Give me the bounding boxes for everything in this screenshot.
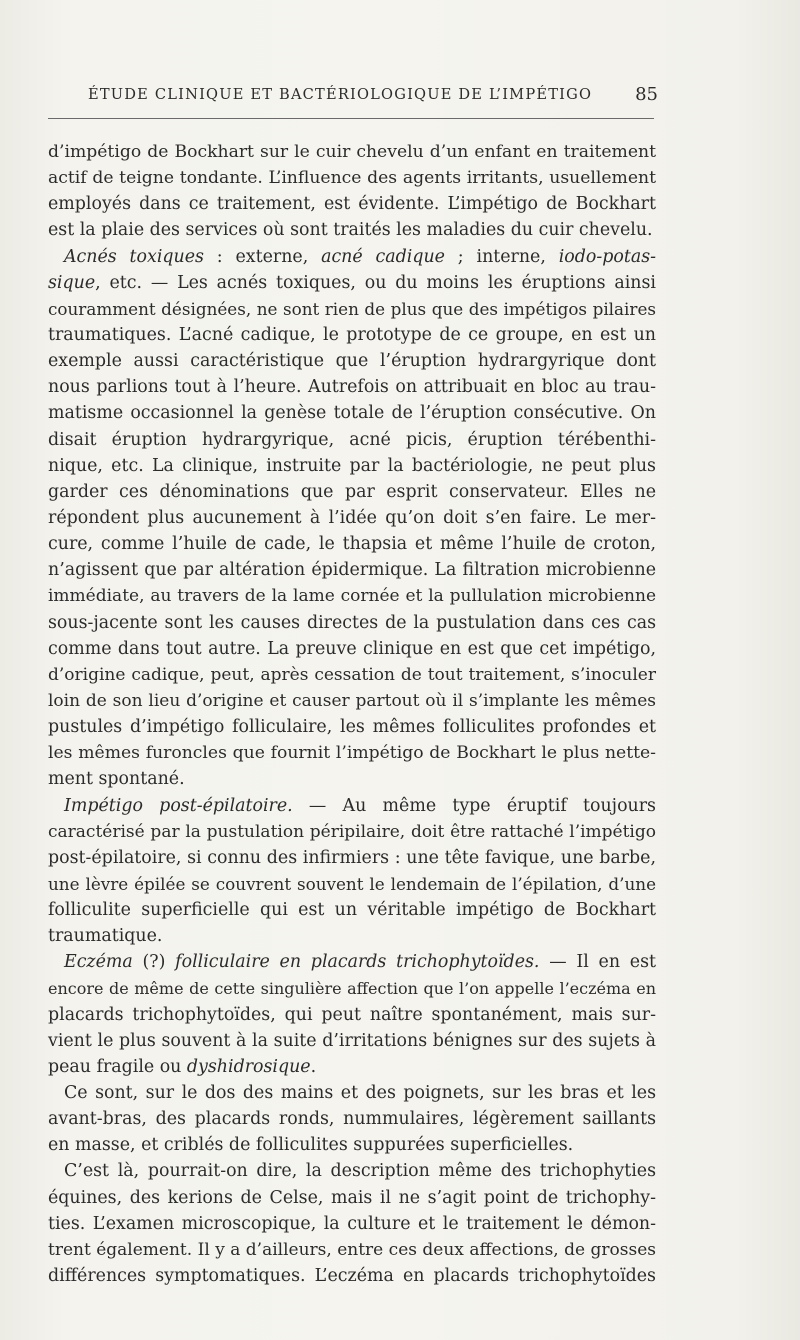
text-line: peau fragile ou dyshidrosique. — [48, 1056, 317, 1077]
text-line: ties. L’examen microscopique, la culture et le traitement le démon- — [48, 1213, 656, 1234]
text-line: post-épilatoire, si connu des infirmiers : une tête favique, une barbe, — [48, 847, 656, 868]
running-title: ÉTUDE CLINIQUE ET BACTÉRIOLOGIQUE DE L’IMPÉTIGO — [88, 86, 593, 103]
text-line: les mêmes furoncles que fournit l’impétigo de Bockhart le plus nette- — [48, 743, 656, 764]
text-line: sous-jacente sont les causes directes de la pustulation dans ces cas — [48, 612, 656, 633]
body-text — [48, 139, 656, 1289]
text-line: une lèvre épilée se couvrent souvent le lendemain de l’épilation, d’une — [48, 873, 656, 894]
text-line: Ce sont, sur le dos des mains et des poignets, sur les bras et les — [64, 1083, 656, 1104]
text-line: caractérisé par la pustulation péripilaire, doit être rattaché l’impétigo — [48, 821, 656, 842]
text-line: matisme occasionnel la genèse totale de l’éruption consécutive. On — [48, 403, 656, 424]
text-line: disait éruption hydrargyrique, acné picis, éruption térébenthi- — [48, 429, 656, 450]
text-line: équines, des kerions de Celse, mais il ne s’agit point de trichophy- — [48, 1187, 656, 1208]
text-line: encore de même de cette singulière affection que l’on appelle l’eczéma en — [48, 978, 656, 998]
text-line: avant-bras, des placards ronds, nummulaires, légèrement saillants — [48, 1109, 656, 1130]
text-line: couramment désignées, ne sont rien de plus que des impétigos pilaires — [48, 298, 656, 319]
text-line: Eczéma (?) folliculaire en placards trichophytoïdes. — Il en est — [64, 952, 657, 973]
text-line: Impétigo post-épilatoire. — Au même type éruptif toujours — [64, 795, 656, 816]
text-line: exemple aussi caractéristique que l’éruption hydrargyrique dont — [48, 351, 656, 372]
page-header — [0, 80, 800, 110]
text-line: en masse, et criblés de folliculites suppurées superficielles. — [48, 1135, 574, 1156]
text-line: traumatiques. L’acné cadique, le prototype de ce groupe, en est un — [48, 324, 656, 345]
text-line: Acnés toxiques : externe, acné cadique ; interne, iodo-potas- — [64, 246, 657, 267]
text-line: vient le plus souvent à la suite d’irritations bénignes sur des sujets à — [48, 1030, 656, 1051]
text-line: immédiate, au travers de la lame cornée et la pullulation microbienne — [48, 586, 656, 607]
text-line: C’est là, pourrait-on dire, la description même des trichophyties — [64, 1161, 656, 1182]
text-line: d’impétigo de Bockhart sur le cuir chevelu d’un enfant en traitement — [48, 142, 656, 162]
text-line: folliculite superficielle qui est un véritable impétigo de Bockhart — [48, 900, 656, 921]
text-line: nique, etc. La clinique, instruite par la bactériologie, ne peut plus — [48, 455, 656, 476]
text-line: placards trichophytoïdes, qui peut naître spontanément, mais sur- — [48, 1004, 656, 1025]
text-line: différences symptomatiques. L’eczéma en placards trichophytoïdes — [48, 1266, 656, 1287]
text-line: ment spontané. — [48, 769, 185, 790]
header-rule — [48, 118, 654, 119]
text-line: actif de teigne tondante. L’influence des agents irritants, usuellement — [48, 168, 656, 189]
text-line: loin de son lieu d’origine et causer partout où il s’implante les mêmes — [48, 690, 656, 711]
text-line: garder ces dénominations que par esprit conservateur. Elles ne — [48, 481, 656, 502]
text-line: pustules d’impétigo folliculaire, les mêmes folliculites profondes et — [48, 717, 656, 738]
text-line: trent également. Il y a d’ailleurs, entre ces deux affections, de grosses — [48, 1239, 656, 1260]
text-line: répondent plus aucunement à l’idée qu’on doit s’en faire. Le mer- — [48, 507, 656, 528]
text-line: sique, etc. — Les acnés toxiques, ou du moins les éruptions ainsi — [48, 272, 656, 293]
text-line: n’agissent que par altération épidermique. La filtration microbienne — [48, 560, 656, 581]
text-line: comme dans tout autre. La preuve clinique en est que cet impétigo, — [48, 638, 656, 659]
text-line: employés dans ce traitement, est évidente. L’impétigo de Bockhart — [48, 194, 656, 215]
text-line: traumatique. — [48, 926, 163, 947]
text-line: cure, comme l’huile de cade, le thapsia et même l’huile de croton, — [48, 534, 656, 555]
text-line: nous parlions tout à l’heure. Autrefois on attribuait en bloc au trau- — [48, 377, 656, 398]
text-line: est la plaie des services où sont traités les maladies du cuir chevelu. — [48, 220, 653, 241]
text-line: d’origine cadique, peut, après cessation de tout traitement, s’inoculer — [48, 664, 656, 685]
page-number: 85 — [635, 84, 658, 105]
